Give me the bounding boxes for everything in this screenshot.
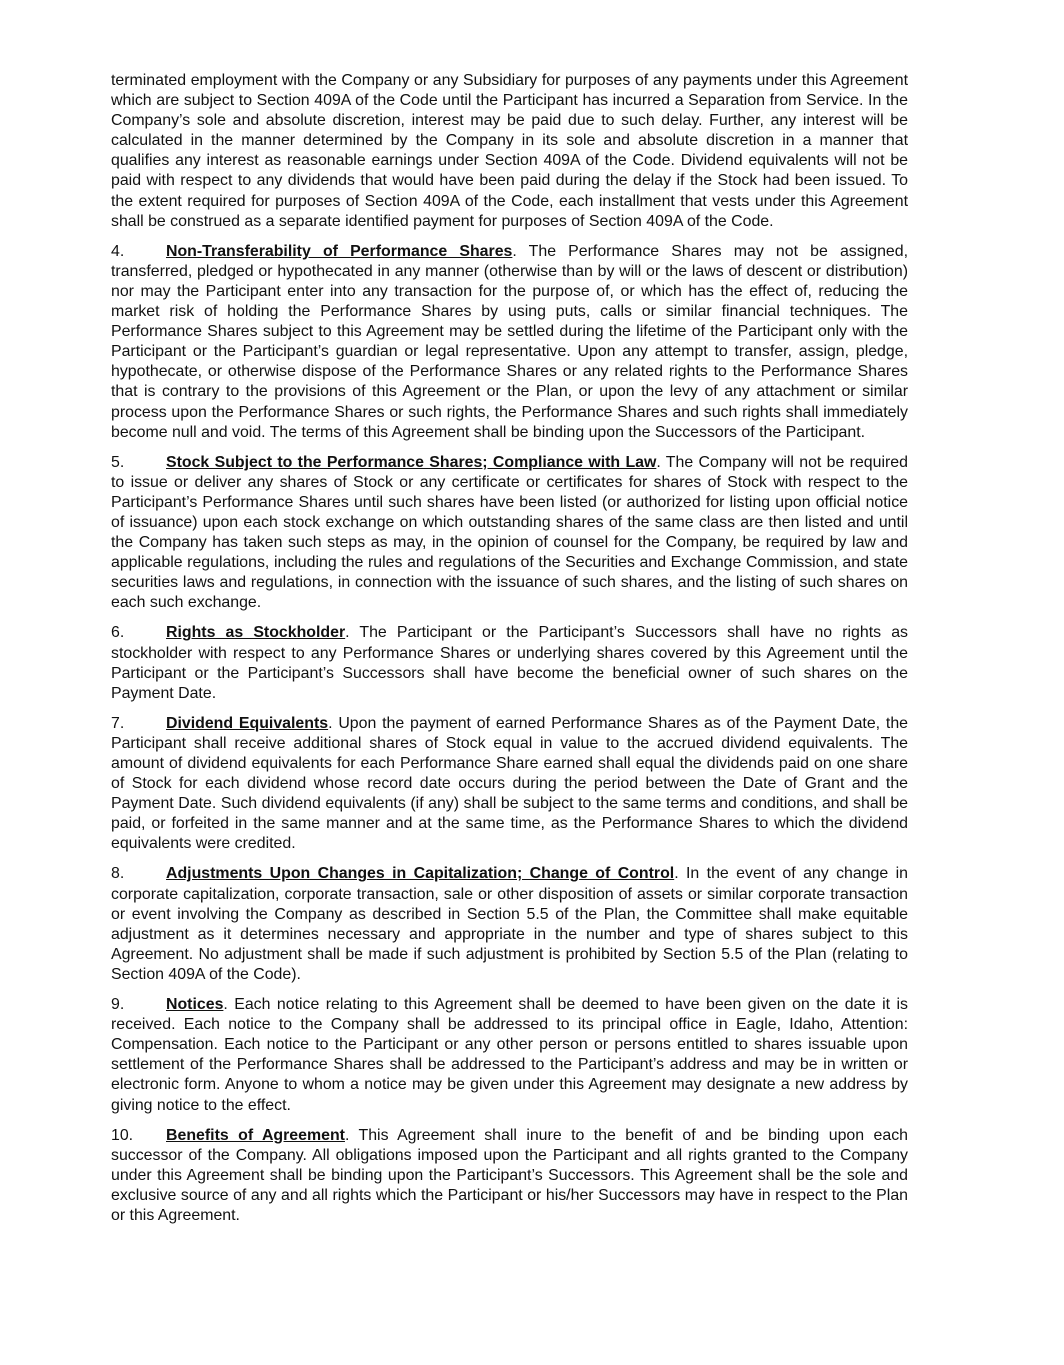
section-number: 4. (111, 242, 125, 260)
section-number: 10. (111, 1126, 134, 1144)
section-7 (111, 714, 908, 855)
section-9 (111, 995, 908, 1116)
section-number: 5. (111, 453, 125, 471)
intro-paragraph: terminated employment with the Company or any Subsidiary for purposes of any payments under this Agreement which are subject to Section 409A of the Code until the Participant has incurred a Separation from Service. In the Company’s sole and absolute discretion, interest may be paid due to such delay. Further, any interest will be calculated in the manner determined by the Company in its sole and absolute discretion in a manner that qualifies any interest as reasonable earnings under Section 409A of the Code. Dividend equivalents will not be paid with respect to any dividends that would have been paid during the delay if the Stock had been issued. To the extent required for purposes of Section 409A of the Code, each installment that vests under this Agreement shall be construed as a separate identified payment for purposes of Section 409A of the Code. (111, 72, 908, 230)
section-heading: Adjustments Upon Changes in Capitalization; Change of Control (166, 865, 675, 883)
section-10 (111, 1126, 908, 1226)
section-body: . Upon the payment of earned Performance Shares as of the Payment Date, the Participant shall receive additional shares of Stock equal in value to the accrued dividend equivalents. The amount of dividend equivalents for each Performance Share earned shall equal the dividends paid on one share of Stock for each dividend whose record date occurs during the period between the Date of Grant and the Payment Date. Such dividend equivalents (if any) shall be subject to the same terms and conditions, and shall be paid, or forfeited in the same manner and at the same time, as the Performance Shares to which the dividend equivalents were credited. (111, 714, 908, 853)
section-body: . The Participant or the Participant’s Successors shall have no rights as stockholder with respect to any Performance Shares or underlying shares covered by this Agreement until the Participant or the Participant’s Successors shall have become the beneficial owner of such shares on the Payment Date. (111, 624, 908, 702)
section-heading: Rights as Stockholder (166, 624, 346, 642)
document-page (111, 71, 908, 1236)
section-body: . This Agreement shall inure to the benefit of and be binding upon each successor of the Company. All obligations imposed upon the Participant and all rights granted to the Company under this Agreement shall be binding upon the Participant’s Successors. This Agreement shall be the sole and exclusive source of any and all rights which the Participant or his/her Successors may have in respect to the Plan or this Agreement. (111, 1126, 908, 1224)
section-body: . In the event of any change in corporate capitalization, corporate transaction, sale or other disposition of assets or similar corporate transaction or event involving the Company as described in Section 5.5 of the Plan, the Committee shall make equitable adjustment as it determines necessary and appropriate in the number and type of shares subject to this Agreement. No adjustment shall be made if such adjustment is prohibited by Section 5.5 of the Plan (relating to Section 409A of the Code). (111, 865, 908, 983)
section-number: 9. (111, 996, 125, 1014)
section-heading: Stock Subject to the Performance Shares; Compliance with Law (166, 453, 657, 471)
section-number: 8. (111, 865, 125, 883)
section-6 (111, 623, 908, 703)
section-heading: Benefits of Agreement (166, 1126, 345, 1144)
section-5 (111, 453, 908, 614)
section-body: . The Company will not be required to issue or deliver any shares of Stock or any certificate or certificates for shares of Stock with respect to the Participant’s Performance Shares until such shares have been listed (or authorized for listing upon official notice of issuance) upon each stock exchange on which outstanding shares of the same class are then listed and until the Company has taken such steps as may, in the opinion of counsel for the Company, be required by law and applicable regulations, including the rules and regulations of the Securities and Exchange Commission, and state securities laws and regulations, in connection with the issuance of such shares, and the listing of such shares on each such exchange. (111, 453, 908, 612)
section-number: 7. (111, 714, 125, 732)
section-4 (111, 242, 908, 443)
section-heading: Dividend Equivalents (166, 714, 329, 732)
section-number: 6. (111, 624, 125, 642)
section-body: . Each notice relating to this Agreement shall be deemed to have been given on the date it is received. Each notice to the Company shall be addressed to its principal office in Eagle, Idaho, Attention: Compensation. Each notice to the Participant or any other person or persons entitled to shares issuable upon settlement of the Performance Shares shall be addressed to the Participant’s address and may be in written or electronic form. Anyone to whom a notice may be given under this Agreement may designate a new address by giving notice to the effect. (111, 996, 908, 1114)
section-8 (111, 864, 908, 985)
section-heading: Non-Transferability of Performance Shares (166, 242, 513, 260)
section-body: . The Performance Shares may not be assigned, transferred, pledged or hypothecated in any manner (otherwise than by will or the laws of descent or distribution) nor may the Participant enter into any transaction for the purpose of, or which has the effect of, reducing the market risk of holding the Performance Shares by using puts, calls or similar financial techniques. The Performance Shares subject to this Agreement may be settled during the lifetime of the Participant only with the Participant or the Participant’s guardian or legal representative. Upon any attempt to transfer, assign, pledge, hypothecate, or otherwise dispose of the Performance Shares or any related rights to the Performance Shares that is contrary to the provisions of this Agreement or the Plan, or upon the levy of any attachment or similar process upon the Performance Shares or such rights, the Performance Shares and such rights shall immediately become null and void. The terms of this Agreement shall be binding upon the Successors of the Participant. (111, 242, 908, 441)
section-heading: Notices (166, 996, 224, 1014)
